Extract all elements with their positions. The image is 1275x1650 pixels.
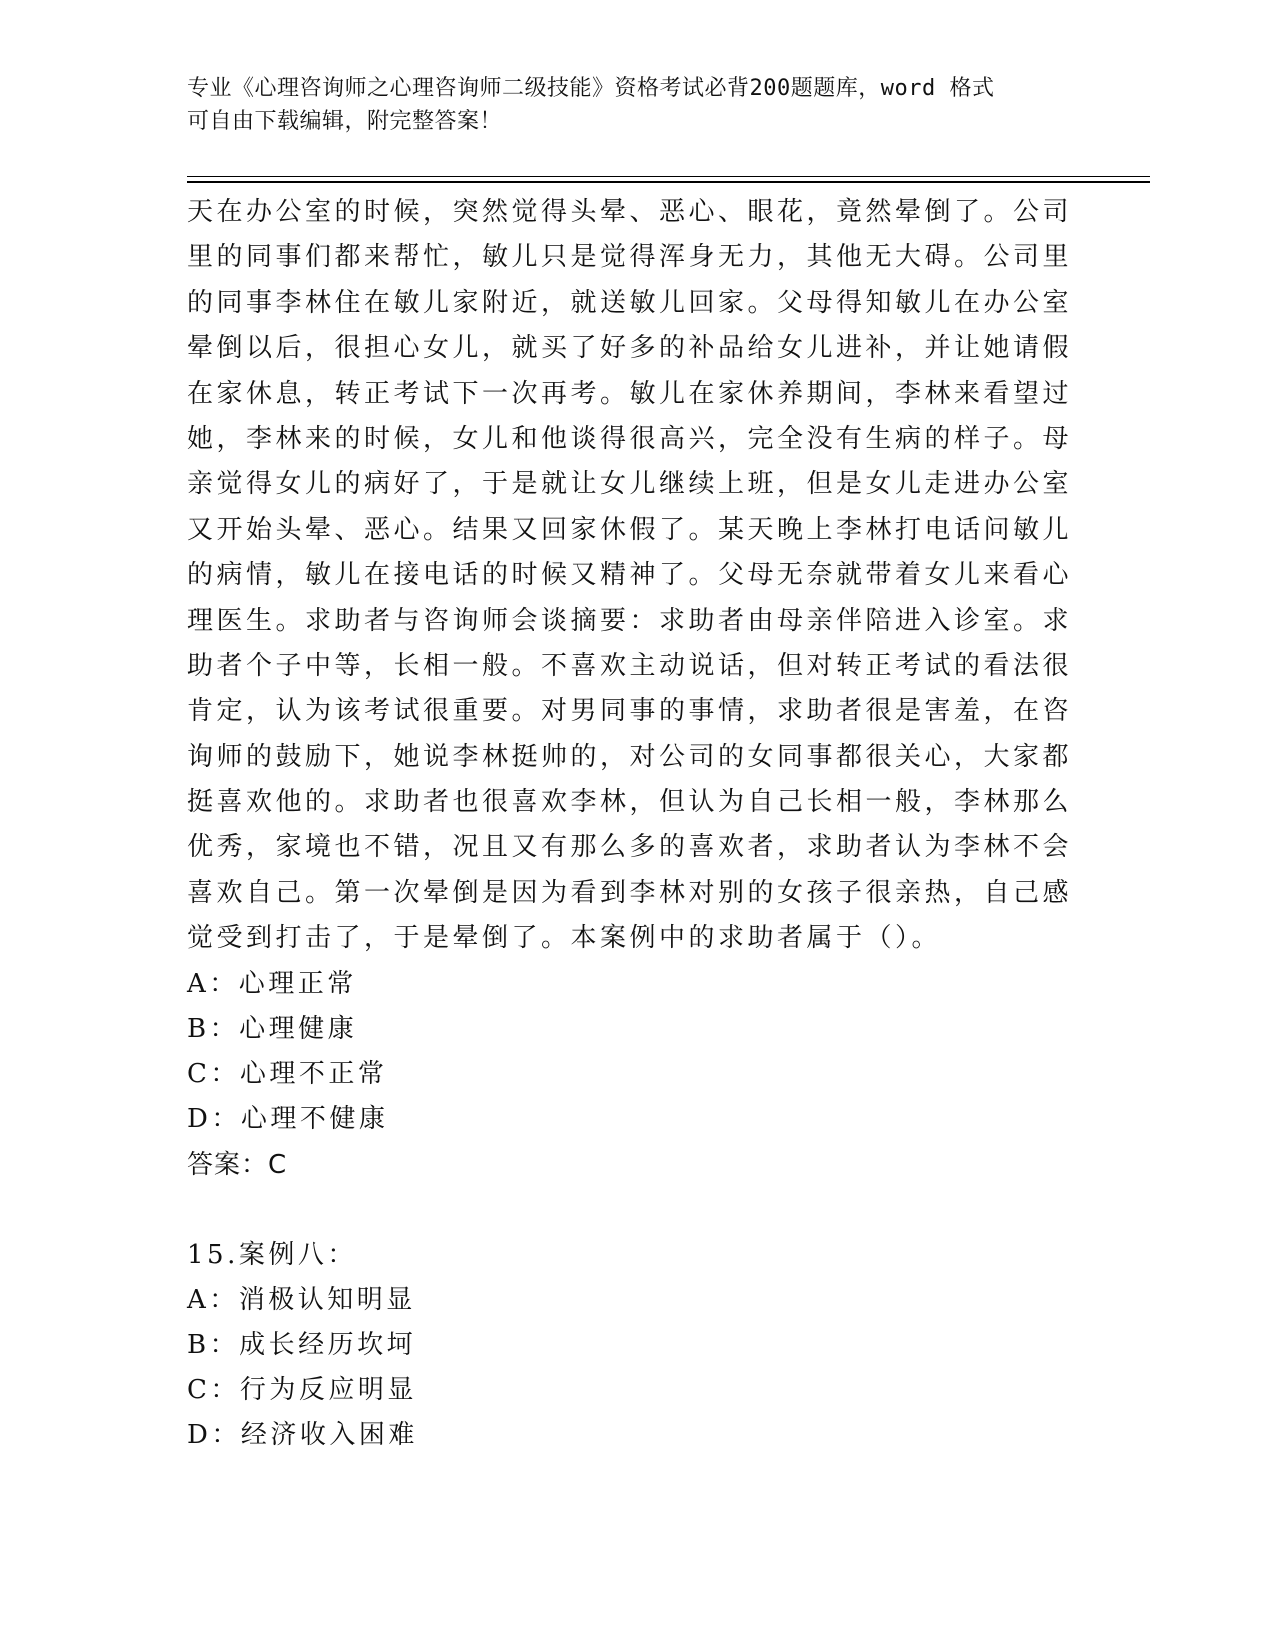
stem-line: 挺喜欢他的。求助者也很喜欢李林，但认为自己长相一般，李林那么	[187, 787, 1073, 818]
stem-line: 优秀，家境也不错，况且又有那么多的喜欢者，求助者认为李林不会	[187, 832, 1073, 863]
stem-line: 肯定，认为该考试很重要。对男同事的事情，求助者很是害羞，在咨	[187, 696, 1073, 727]
question-14-stem	[187, 190, 1073, 962]
header-divider-thick	[187, 181, 1150, 183]
question-15-title: 15.案例八：	[187, 1239, 357, 1270]
stem-line: 又开始头晕、恶心。结果又回家休假了。某天晚上李林打电话问敏儿	[187, 514, 1073, 545]
stem-line: 理医生。求助者与咨询师会谈摘要：求助者由母亲伴陪进入诊室。求	[187, 605, 1073, 636]
option-c: C：心理不正常	[187, 1058, 388, 1089]
option-d: D：心理不健康	[187, 1103, 389, 1134]
option-c: C：行为反应明显	[187, 1374, 417, 1405]
document-body	[187, 190, 1073, 1458]
option-a: A：消极认知明显	[187, 1284, 416, 1315]
option-b: B：成长经历坎坷	[187, 1329, 417, 1360]
stem-line: 询师的鼓励下，她说李林挺帅的，对公司的女同事都很关心，大家都	[187, 741, 1073, 772]
option-b: B：心理健康	[187, 1013, 358, 1044]
option-a: A：心理正常	[187, 968, 357, 999]
header-line-1: 专业《心理咨询师之心理咨询师二级技能》资格考试必背200题题库，word 格式	[187, 76, 995, 101]
stem-line: 的同事李林住在敏儿家附近，就送敏儿回家。父母得知敏儿在办公室	[187, 287, 1073, 318]
stem-line: 晕倒以后，很担心女儿，就买了好多的补品给女儿进补，并让她请假	[187, 333, 1073, 364]
stem-line: 天在办公室的时候，突然觉得头晕、恶心、眼花，竟然晕倒了。公司	[187, 197, 1073, 227]
header-divider-thin	[187, 176, 1150, 177]
header-line-2: 可自由下载编辑，附完整答案！	[187, 109, 503, 134]
stem-line: 助者个子中等，长相一般。不喜欢主动说话，但对转正考试的看法很	[187, 650, 1073, 681]
option-d: D：经济收入困难	[187, 1419, 418, 1450]
stem-line: 里的同事们都来帮忙，敏儿只是觉得浑身无力，其他无大碍。公司里	[187, 242, 1073, 273]
question-15	[187, 1233, 1067, 1458]
document-header	[187, 72, 1067, 138]
question-spacer	[187, 1188, 1067, 1233]
stem-line: 在家休息，转正考试下一次再考。敏儿在家休养期间，李林来看望过	[187, 378, 1073, 409]
stem-line: 喜欢自己。第一次晕倒是因为看到李林对别的女孩子很亲热，自己感	[187, 877, 1073, 908]
question-14	[187, 190, 1073, 1188]
stem-line: 亲觉得女儿的病好了，于是就让女儿继续上班，但是女儿走进办公室	[187, 469, 1073, 500]
stem-line: 觉受到打击了，于是晕倒了。本案例中的求助者属于（）。	[187, 923, 942, 954]
answer-label: 答案：C	[187, 1149, 288, 1180]
stem-line: 她，李林来的时候，女儿和他谈得很高兴，完全没有生病的样子。母	[187, 423, 1073, 454]
question-14-options	[187, 962, 1067, 1142]
stem-line: 的病情，敏儿在接电话的时候又精神了。父母无奈就带着女儿来看心	[187, 560, 1073, 591]
